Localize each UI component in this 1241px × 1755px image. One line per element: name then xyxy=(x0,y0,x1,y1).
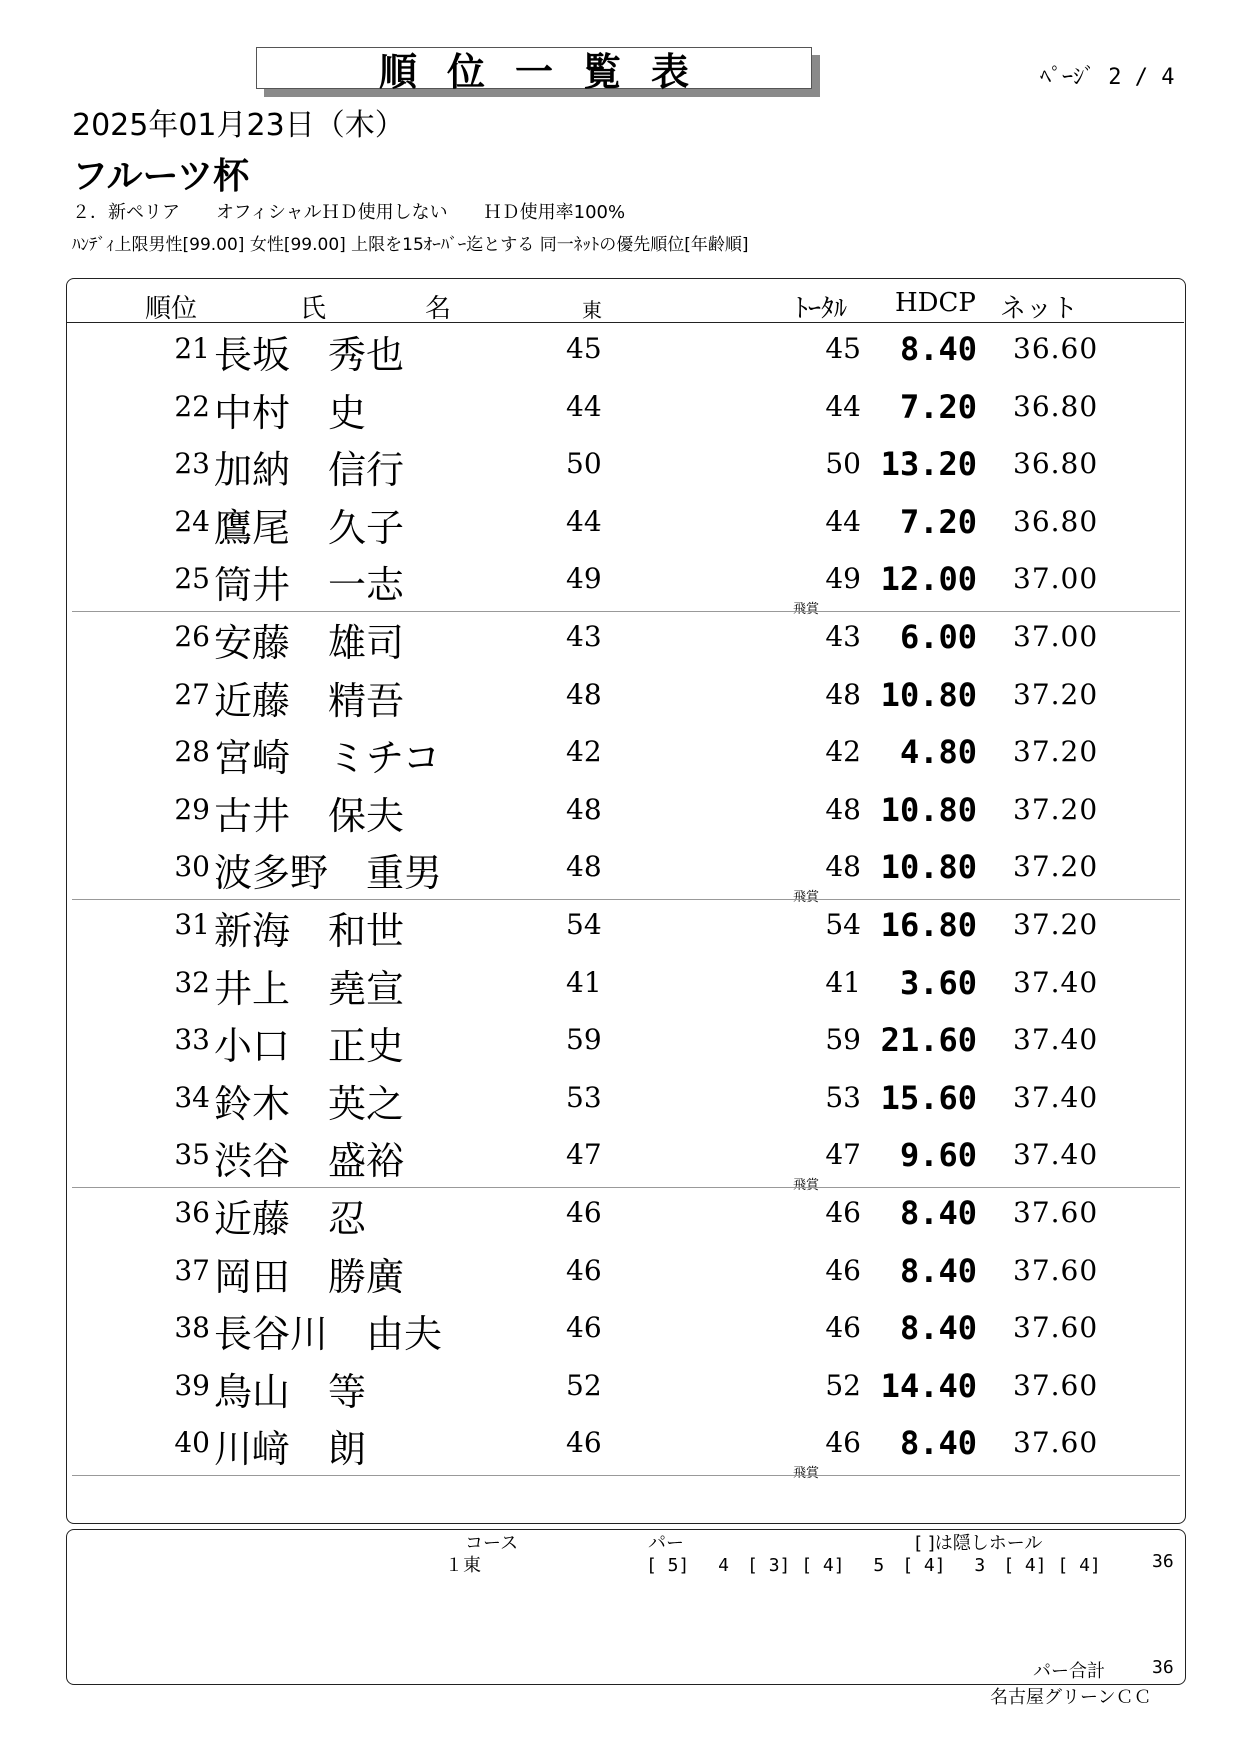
name-cell: 小口 正史 xyxy=(214,1024,405,1069)
name-cell: 渋谷 盛裕 xyxy=(214,1139,405,1184)
club-name: 名古屋グリーンＣＣ xyxy=(990,1687,1152,1708)
name-cell: 井上 堯宣 xyxy=(214,966,405,1011)
rank-cell: 38 xyxy=(174,1311,210,1345)
rank-cell: 31 xyxy=(174,908,210,941)
net-score-cell: 37.60 xyxy=(1013,1311,1099,1345)
name-cell: 加納 信行 xyxy=(214,448,405,493)
course-label: コース xyxy=(465,1533,519,1554)
award-mark: 飛賞 xyxy=(793,1178,820,1194)
name-cell: 安藤 雄司 xyxy=(214,621,405,665)
col-header-net: ネット xyxy=(1000,294,1079,324)
name-cell: 鈴木 英之 xyxy=(214,1081,405,1126)
par-total-label: パー合計 xyxy=(1033,1661,1105,1682)
net-score-cell: 37.20 xyxy=(1013,735,1099,769)
name-cell: 波多野 重男 xyxy=(214,851,443,896)
rank-cell: 32 xyxy=(174,965,210,999)
hidden-hole-note: [ ]は隠しホール xyxy=(915,1533,1043,1554)
east-score-cell: 47 xyxy=(566,1138,602,1172)
competition-name: フルーツ杯 xyxy=(72,156,250,197)
name-cell: 近藤 精吾 xyxy=(214,678,405,723)
name-cell: 長谷川 由夫 xyxy=(214,1312,443,1357)
total-score-cell: 43 xyxy=(825,620,861,653)
hdcp-cell: 7.20 xyxy=(899,387,977,426)
hdcp-cell: 8.40 xyxy=(899,1309,977,1348)
rank-cell: 22 xyxy=(174,389,210,423)
handicap-limits: ﾊﾝﾃﾞｨ上限男性[99.00] 女性[99.00] 上限を15ｵｰﾊﾞｰ迄とする 同一ﾈｯﾄの優先順位[年齢順] xyxy=(72,235,749,255)
par-label: パー xyxy=(648,1533,684,1554)
net-score-cell: 37.40 xyxy=(1013,1138,1099,1172)
net-score-cell: 37.60 xyxy=(1013,1368,1099,1402)
rank-cell: 36 xyxy=(174,1196,210,1229)
rank-cell: 26 xyxy=(174,620,210,653)
total-score-cell: 41 xyxy=(825,965,861,999)
name-cell: 新海 和世 xyxy=(214,909,405,953)
total-score-cell: 59 xyxy=(825,1023,861,1057)
total-score-cell: 50 xyxy=(825,447,861,481)
total-score-cell: 48 xyxy=(825,850,861,884)
award-mark: 飛賞 xyxy=(793,890,820,906)
east-score-cell: 50 xyxy=(566,447,602,481)
rank-cell: 34 xyxy=(174,1080,210,1114)
net-score-cell: 37.40 xyxy=(1013,1080,1099,1114)
east-score-cell: 44 xyxy=(566,504,602,538)
page-title-box xyxy=(256,47,812,94)
name-cell: 近藤 忍 xyxy=(214,1197,367,1241)
rank-cell: 24 xyxy=(174,504,210,538)
hdcp-cell: 10.80 xyxy=(880,790,977,829)
par-holes: [ 5] 4 [ 3] [ 4] 5 [ 4] 3 [ 4] [ 4] xyxy=(646,1555,1101,1576)
rank-cell: 21 xyxy=(174,332,210,365)
hdcp-cell: 21.60 xyxy=(880,1021,977,1060)
rank-cell: 37 xyxy=(174,1253,210,1287)
name-cell: 鷹尾 久子 xyxy=(214,505,405,550)
net-score-cell: 37.40 xyxy=(1013,1023,1099,1057)
page-title: 順位一覧表 xyxy=(378,49,719,94)
net-score-cell: 37.00 xyxy=(1013,620,1099,653)
hdcp-cell: 12.00 xyxy=(880,560,977,599)
rank-cell: 27 xyxy=(174,677,210,711)
col-header-hdcp: HDCP xyxy=(895,288,976,318)
name-cell: 川﨑 朗 xyxy=(214,1427,367,1472)
east-score-cell: 53 xyxy=(566,1080,602,1114)
net-score-cell: 36.60 xyxy=(1013,332,1099,365)
east-score-cell: 46 xyxy=(566,1426,602,1460)
col-header-rank: 順位 xyxy=(145,294,198,324)
name-cell: 古井 保夫 xyxy=(214,793,405,838)
name-cell: 筒井 一志 xyxy=(214,563,405,608)
total-score-cell: 46 xyxy=(825,1311,861,1345)
total-score-cell: 48 xyxy=(825,677,861,711)
group-divider xyxy=(72,1475,1180,1476)
total-score-cell: 42 xyxy=(825,735,861,769)
net-score-cell: 37.20 xyxy=(1013,850,1099,884)
rank-cell: 33 xyxy=(174,1023,210,1057)
total-score-cell: 49 xyxy=(825,562,861,596)
net-score-cell: 37.60 xyxy=(1013,1253,1099,1287)
net-score-cell: 37.00 xyxy=(1013,562,1099,596)
net-score-cell: 37.60 xyxy=(1013,1426,1099,1460)
east-score-cell: 46 xyxy=(566,1196,602,1229)
total-score-cell: 54 xyxy=(825,908,861,941)
hdcp-cell: 8.40 xyxy=(899,1194,977,1232)
rank-cell: 28 xyxy=(174,735,210,769)
east-score-cell: 48 xyxy=(566,850,602,884)
net-score-cell: 36.80 xyxy=(1013,389,1099,423)
total-score-cell: 52 xyxy=(825,1368,861,1402)
award-mark: 飛賞 xyxy=(793,1466,820,1482)
hdcp-cell: 15.60 xyxy=(880,1078,977,1117)
rank-cell: 30 xyxy=(174,850,210,884)
event-date: 2025年01月23日（木） xyxy=(72,108,405,143)
header-divider xyxy=(67,322,1184,323)
net-score-cell: 36.80 xyxy=(1013,447,1099,481)
col-header-total: ﾄｰﾀﾙ xyxy=(795,294,848,324)
par-total: 36 xyxy=(1152,1657,1174,1678)
east-score-cell: 46 xyxy=(566,1253,602,1287)
hdcp-cell: 9.60 xyxy=(899,1136,977,1175)
east-score-cell: 48 xyxy=(566,677,602,711)
net-score-cell: 37.20 xyxy=(1013,792,1099,826)
par-course-total: 36 xyxy=(1152,1551,1174,1572)
net-score-cell: 37.40 xyxy=(1013,965,1099,999)
rank-cell: 35 xyxy=(174,1138,210,1172)
hdcp-cell: 4.80 xyxy=(899,733,977,772)
east-score-cell: 44 xyxy=(566,389,602,423)
east-score-cell: 48 xyxy=(566,792,602,826)
total-score-cell: 46 xyxy=(825,1196,861,1229)
rank-cell: 29 xyxy=(174,792,210,826)
hdcp-cell: 13.20 xyxy=(880,445,977,484)
total-score-cell: 53 xyxy=(825,1080,861,1114)
rank-cell: 23 xyxy=(174,447,210,481)
hdcp-cell: 3.60 xyxy=(899,963,977,1002)
col-header-name-family: 名 xyxy=(425,294,452,324)
rank-cell: 39 xyxy=(174,1368,210,1402)
name-cell: 岡田 勝廣 xyxy=(214,1254,405,1299)
course-name: １東 xyxy=(445,1555,481,1576)
name-cell: 中村 史 xyxy=(214,390,367,435)
east-score-cell: 45 xyxy=(566,332,602,365)
hdcp-cell: 16.80 xyxy=(880,906,977,944)
page-number: ﾍﾟｰｼﾞ 2 / 4 xyxy=(1040,65,1175,90)
award-mark: 飛賞 xyxy=(793,602,820,618)
net-score-cell: 36.80 xyxy=(1013,504,1099,538)
total-score-cell: 44 xyxy=(825,504,861,538)
east-score-cell: 52 xyxy=(566,1368,602,1402)
rank-cell: 40 xyxy=(174,1426,210,1460)
hdcp-cell: 8.40 xyxy=(899,330,977,368)
name-cell: 長坂 秀也 xyxy=(214,333,405,377)
east-score-cell: 54 xyxy=(566,908,602,941)
scoring-conditions: ２．新ペリア オフィシャルＨＤ使用しない ＨＤ使用率100% xyxy=(72,202,626,223)
hdcp-cell: 6.00 xyxy=(899,618,977,656)
total-score-cell: 44 xyxy=(825,389,861,423)
hdcp-cell: 8.40 xyxy=(899,1424,977,1463)
hdcp-cell: 10.80 xyxy=(880,848,977,887)
rank-cell: 25 xyxy=(174,562,210,596)
name-cell: 宮崎 ミチコ xyxy=(214,736,441,781)
total-score-cell: 46 xyxy=(825,1253,861,1287)
col-header-name-given: 氏 xyxy=(300,294,327,324)
total-score-cell: 48 xyxy=(825,792,861,826)
east-score-cell: 41 xyxy=(566,965,602,999)
east-score-cell: 49 xyxy=(566,562,602,596)
east-score-cell: 59 xyxy=(566,1023,602,1057)
total-score-cell: 46 xyxy=(825,1426,861,1460)
total-score-cell: 47 xyxy=(825,1138,861,1172)
east-score-cell: 46 xyxy=(566,1311,602,1345)
hdcp-cell: 7.20 xyxy=(899,502,977,541)
name-cell: 鳥山 等 xyxy=(214,1369,367,1414)
east-score-cell: 43 xyxy=(566,620,602,653)
net-score-cell: 37.20 xyxy=(1013,677,1099,711)
hdcp-cell: 8.40 xyxy=(899,1251,977,1290)
hdcp-cell: 10.80 xyxy=(880,675,977,714)
total-score-cell: 45 xyxy=(825,332,861,365)
hdcp-cell: 14.40 xyxy=(880,1366,977,1405)
net-score-cell: 37.60 xyxy=(1013,1196,1099,1229)
east-score-cell: 42 xyxy=(566,735,602,769)
net-score-cell: 37.20 xyxy=(1013,908,1099,941)
col-header-east: 東 xyxy=(582,298,602,322)
